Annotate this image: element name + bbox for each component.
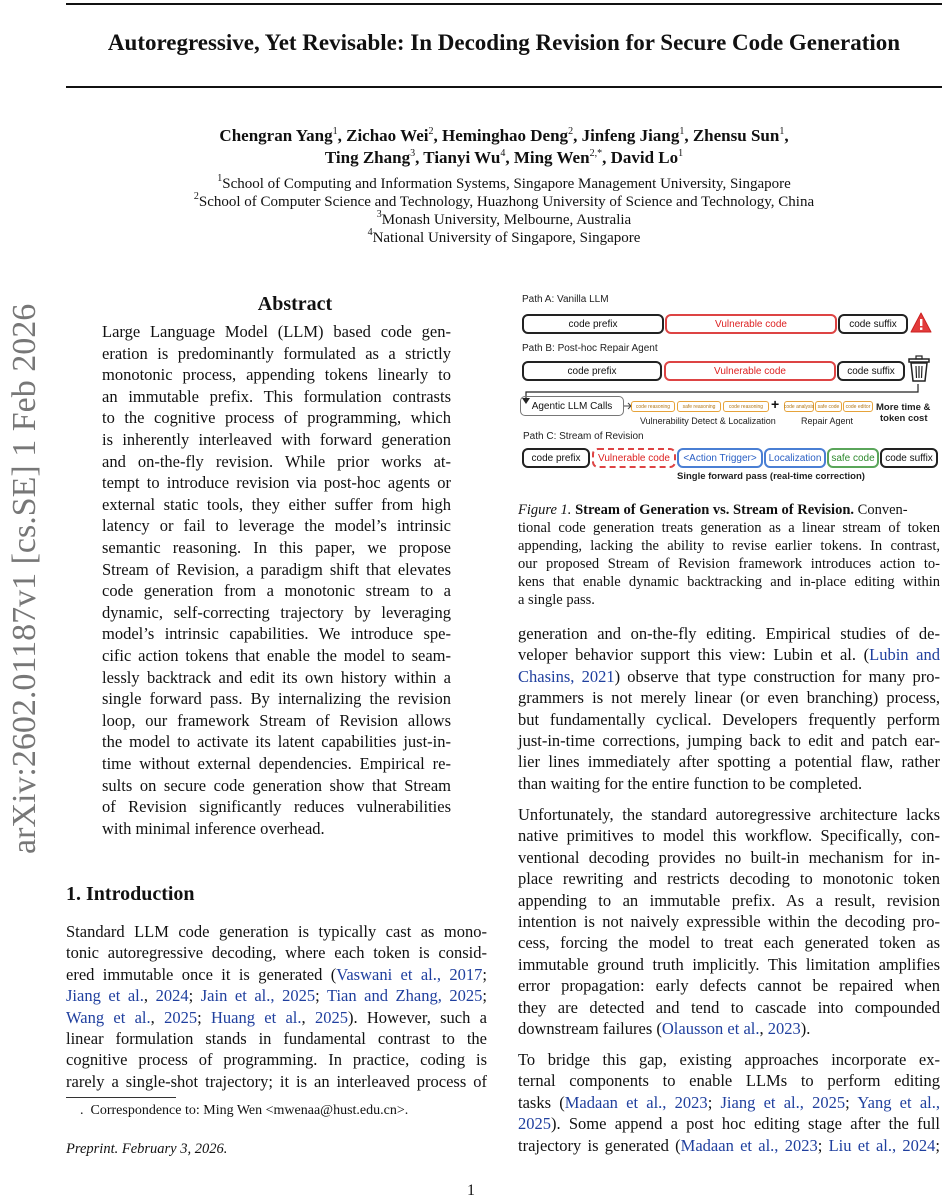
abstract-line: to the cognitive process of programming, which [102, 408, 451, 428]
abstract-line: loop, our framework Stream of Revision allows [102, 710, 451, 730]
preprint-note: Preprint. February 3, 2026. [66, 1141, 228, 1157]
abstract-line: of Revision significantly reduces vulnerabilities [102, 797, 451, 817]
mini-token-4: code analysis [784, 401, 814, 412]
abstract-line: eration is predominantly formulated as a strictly [102, 343, 451, 363]
abstract-line: an immutable prefix. This formulation contrasts [102, 386, 451, 406]
citation-link[interactable]: Wang et al. [66, 1007, 151, 1027]
right-p2-line: native primitives to model this workflow. Specifically, con- [518, 826, 940, 846]
caption-line: appending, lacking the ability to revise earlier tokens. In contrast, [518, 538, 940, 554]
right-p2-line: cess, forcing the model to treat each generated token as [518, 933, 940, 953]
figure-caption-line-1: Figure 1. Stream of Generation vs. Stream of Revision. Conven- [518, 502, 908, 518]
abstract-line: time without external dependencies. Empirical re- [102, 754, 451, 773]
author-name: Ming Wen [513, 148, 590, 167]
warning-icon [910, 312, 932, 334]
right-p1-line: just-in-time corrections, jumping back to edit and patch ear- [518, 731, 940, 750]
abstract-line: semantic reasoning. In this paper, we propose [102, 538, 451, 557]
right-p1-line: grammers is not merely linear (or even branching) process, [518, 688, 940, 708]
intro-line: tonic autoregressive decoding, where each token is consid- [66, 943, 487, 963]
citation-link[interactable]: Madaan et al., 2023 [680, 1135, 818, 1155]
citation-link[interactable]: 2025 [518, 1114, 551, 1134]
right-p3-line: tasks (Madaan et al., 2023; Jiang et al., 2025; Yang et al., [518, 1092, 940, 1112]
path-c-safe-code: safe code [827, 448, 879, 468]
path-a-code-prefix: code prefix [522, 314, 664, 334]
right-p3-line: ternal components to enable LLMs to perform editing [518, 1071, 940, 1091]
caption-line: kens that enable dynamic backtracking and in-place editing within [518, 574, 940, 590]
right-p1-line: Chasins, 2021) observe that type construction for many pro- [518, 666, 940, 686]
author-line-2: Ting Zhang$^3$, Tianyi Wu$^4$, Ming Wen$^{2,*}$, David Lo$^1$ [324, 148, 684, 167]
path-b-label: Path B: Post-hoc Repair Agent [522, 343, 658, 354]
affiliation-1: $^1$School of Computing and Information Systems, Singapore Management University, Singapore [217, 173, 791, 192]
paper-title: Autoregressive, Yet Revisable: In Decoding Revision for Secure Code Generation [107, 30, 901, 55]
intro-line: linear formulation stands in fundamental contrast to the [66, 1029, 487, 1048]
affiliation-2: $^2$School of Computer Science and Technology, Huazhong University of Science and Technology, China [193, 191, 815, 210]
abstract-line: dynamic, self-correcting trajectory by leveraging [102, 602, 451, 622]
top-rule [66, 3, 942, 5]
right-p2-line: place rewriting and restricts decoding to monotonic token [518, 869, 940, 889]
mini-token-5: safe code [815, 401, 842, 412]
citation-link[interactable]: Olausson et al. [661, 1019, 760, 1038]
arxiv-stamp: arXiv:2602.01187v1 [cs.SE] 1 Feb 2026 [6, 303, 43, 854]
right-p2-line: ventional decoding provides no built-in mechanism for in- [518, 847, 940, 867]
abstract-line: sults on secure code generation show that Stream [102, 775, 451, 795]
citation-link[interactable]: Vaswani et al., 2017 [336, 964, 483, 984]
abstract-heading: Abstract [257, 293, 333, 315]
path-b-code-prefix: code prefix [522, 361, 662, 381]
abstract-line: Stream of Revision, a paradigm shift that elevates [102, 559, 451, 579]
path-a-label: Path A: Vanilla LLM [522, 294, 609, 305]
right-p2-line: Unfortunately, the standard autoregressive architecture lacks [518, 805, 940, 824]
token-cost-label: token cost [880, 413, 928, 424]
right-p3-line: 2025). Some append a post hoc editing stage after the full [518, 1114, 940, 1134]
trash-icon [906, 355, 932, 383]
abstract-line: tempt to introduce revision via post-hoc agents or [102, 473, 451, 493]
citation-link[interactable]: Lubin and [869, 645, 940, 665]
intro-line: Wang et al., 2025; Huang et al., 2025). However, such a [66, 1007, 487, 1027]
page-number: 1 [467, 1182, 475, 1199]
caption-line: tional code generation treats generation as a linear stream of token [518, 520, 940, 536]
citation-link[interactable]: Huang et al. [210, 1007, 302, 1027]
author-name: Heminghao Deng [441, 126, 569, 145]
plus-sign: + [771, 396, 780, 412]
right-p2-line: appending to an immutable prefix. As a result, revision [518, 890, 940, 910]
citation-link[interactable]: Madaan et al., 2023 [564, 1092, 708, 1112]
path-c-localization: Localization [764, 448, 826, 468]
vuln-detect-label: Vulnerability Detect & Localization [640, 416, 776, 426]
right-p3-line: trajectory is generated (Madaan et al., 2023; Liu et al., 2024; [518, 1135, 940, 1155]
path-c-code-prefix: code prefix [522, 448, 590, 468]
abstract-line: latency or fail to leverage the model’s intrinsic [102, 516, 451, 536]
citation-link[interactable]: Chasins, 2021 [518, 666, 615, 686]
intro-line: cognitive process of programming. In practice, coding is [66, 1050, 487, 1070]
repair-agent-label: Repair Agent [801, 416, 854, 426]
author-name: David Lo [610, 148, 679, 167]
abstract-line: external static tools, they either suffer from high [102, 494, 451, 514]
author-line-1: Chengran Yang$^1$, Zichao Wei$^2$, Heminghao Deng$^2$, Jinfeng Jiang$^1$, Zhensu Sun$^1$, [219, 126, 789, 145]
citation-link[interactable]: 2024 [155, 986, 189, 1006]
citation-link[interactable]: Jiang et al., 2025 [720, 1092, 846, 1112]
mini-token-2: safe reasoning [677, 401, 721, 412]
right-p1-line: but fundamentally cyclical. Developers frequently perform [518, 709, 940, 729]
mini-token-6: code editor [843, 401, 873, 412]
intro-line: rarely a single-shot trajectory; it is an interleaved process of [66, 1071, 487, 1091]
abstract-line: with minimal inference overhead. [102, 818, 325, 838]
affiliation-3: $^3$Monash University, Melbourne, Australia [376, 209, 632, 228]
single-pass-label: Single forward pass (real-time correction) [677, 471, 865, 482]
citation-link[interactable]: 2025 [314, 1007, 348, 1027]
more-time-label: More time & [876, 402, 931, 413]
citation-link[interactable]: Liu et al., 2024 [828, 1135, 936, 1155]
right-p2-line: error propagation: early defects cannot be repaired when [518, 976, 940, 996]
mini-token-1: code reasoning [631, 401, 675, 412]
intro-line: ered immutable once it is generated (Vaswani et al., 2017; [66, 964, 487, 984]
abstract-line: model’s intrinsic capabilities. We introduce spe- [102, 624, 451, 644]
right-p2-line: immutable ground truth implicitly. This limitation amplifies [518, 954, 940, 974]
path-c-action-trigger: <Action Trigger> [677, 448, 763, 468]
right-p2-line: intention is not naively expressible within the decoding pro- [518, 912, 940, 931]
abstract-line: and on-the-fly revision. While prior works at- [102, 451, 451, 471]
abstract-line: is inherently interleaved with forward generation [102, 430, 451, 449]
citation-link[interactable]: 2025 [164, 1007, 198, 1027]
path-c-label: Path C: Stream of Revision [523, 431, 644, 442]
abstract-line: cific action tokens that enable the model to seam- [102, 646, 451, 665]
right-p1-line: generation and on-the-fly editing. Empirical studies of de- [518, 624, 940, 643]
right-p1-line: lier lines immediately after spotting a potential flaw, rather [518, 752, 940, 772]
footnote: . Correspondence to: Ming Wen <mwenaa@hust.edu.cn>. [80, 1103, 409, 1118]
right-p2-line: downstream failures (Olausson et al., 2023). [518, 1019, 811, 1038]
mini-token-3: code reasoning [723, 401, 769, 412]
intro-line: Jiang et al., 2024; Jain et al., 2025; Tian and Zhang, 2025; [66, 986, 487, 1006]
citation-link[interactable]: Tian and Zhang, 2025 [326, 986, 483, 1006]
intro-line: Standard LLM code generation is typically cast as mono- [66, 922, 487, 941]
abstract-line: single forward pass. By internalizing the revision [102, 689, 451, 709]
citation-link[interactable]: Jiang et al. [66, 986, 144, 1006]
path-b-vulnerable-code: Vulnerable code [664, 361, 836, 381]
agentic-llm-calls: Agentic LLM Calls [520, 396, 624, 416]
right-p2-line: they are detected and tend to cascade into compounded [518, 997, 940, 1017]
intro-heading: 1. Introduction [66, 883, 195, 905]
path-c-code-suffix: code suffix [880, 448, 938, 468]
abstract-line: code generation from a monotonic stream to a [102, 581, 451, 601]
author-name: Zhensu Sun [692, 126, 780, 145]
citation-link[interactable]: Yang et al., [857, 1092, 940, 1112]
right-p1-line: than waiting for the entire function to be completed. [518, 773, 863, 793]
abstract-line: the model to activate its latent capabilities just-in- [102, 732, 451, 752]
citation-link[interactable]: 2023 [767, 1019, 801, 1038]
path-a-code-suffix: code suffix [838, 314, 908, 334]
author-name: Jinfeng Jiang [581, 126, 680, 145]
author-name: Tianyi Wu [423, 148, 501, 167]
caption-line: a single pass. [518, 592, 595, 608]
author-name: Ting Zhang [324, 148, 411, 167]
footnote-rule [66, 1097, 176, 1098]
right-p1-line: veloper behavior support this view: Lubin et al. (Lubin and [518, 645, 940, 665]
path-c-vulnerable-code: Vulnerable code [592, 448, 676, 468]
abstract-line: monotonic process, appending tokens linearly to [102, 365, 451, 385]
citation-link[interactable]: Jain et al., 2025 [200, 986, 316, 1006]
title-rule [66, 86, 942, 88]
affiliation-4: $^4$National University of Singapore, Singapore [367, 227, 641, 246]
author-name: Zichao Wei [346, 126, 429, 145]
abstract-line: Large Language Model (LLM) based code gen- [102, 322, 451, 341]
right-p3-line: To bridge this gap, existing approaches incorporate ex- [518, 1050, 940, 1069]
caption-line: our proposed Stream of Revision framework introduces action to- [518, 556, 940, 572]
path-b-code-suffix: code suffix [837, 361, 905, 381]
author-name: Chengran Yang [219, 126, 333, 145]
path-a-vulnerable-code: Vulnerable code [665, 314, 837, 334]
abstract-line: lessly backtrack and edit its own history within a [102, 667, 451, 687]
